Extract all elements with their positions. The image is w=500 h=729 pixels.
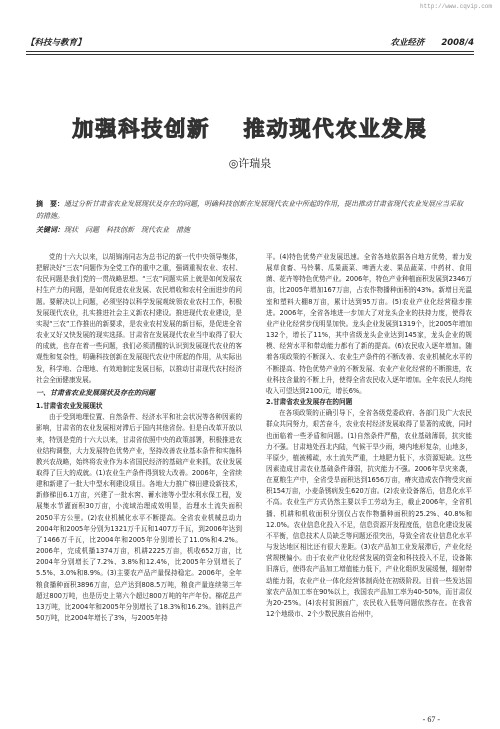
- abstract: [36, 198, 464, 222]
- section-label: 【科技与教育】: [26, 38, 86, 48]
- keywords-text: 现状 问题 科技创新 现代农业 措施: [64, 226, 190, 234]
- running-header: [26, 36, 474, 50]
- issue-number: 2008/4: [441, 38, 474, 48]
- title-part-1: 加强科技创新: [72, 117, 211, 141]
- journal-info: [376, 36, 474, 48]
- title-part-2: 推动现代农业发展: [243, 117, 428, 141]
- abstract-text: 通过分析甘肃省农业发展现状及存在的问题，明确科技创新在发展现代农业中所起的作用，提出推动甘肃省现代农业发展应当采取的措施。: [36, 200, 463, 220]
- status-continued-paragraph: 平。(4)特色优势产业发展迅速。全省各地依据各自地方优势，着力发展草食畜、马铃薯、瓜果蔬菜、啤酒大麦、果品蔬菜、中药材、食用菌、花卉等特色优势产业。2006年，特色产业种植面积发展到2346万亩，比2005年增加167万亩，占农作物播种面积的43%。新增日光温室和塑料大棚8万亩，累计达到95万亩。(5)农业产业化经营稳步推进。2006年，全省各地进一步加大了对龙头企业的扶持力度，使得农业产业化经营步伐明显加快。龙头企业发展到1319个，比2005年增加132个，增长了11%，其中省级龙头企业达到145家，龙头企业的规模、经营水平和带动能力都有了新的提高。(6)农民收入逐年增加。随着各项政策的不断深入、农业生产条件的不断改善、农业机械化水平的不断提高、特色优势产业的不断发展、农业产业化经营的不断推进，农业科技含量的不断上升，使得全省农民收入逐年增加。全年农民人均纯收入可望达到2100元，增长6%。: [266, 253, 472, 395]
- abstract-label: 摘 要：: [36, 200, 64, 208]
- page-number: - 67 -: [422, 715, 440, 724]
- right-column: [266, 252, 472, 620]
- keywords-label: 关键词：: [36, 226, 64, 234]
- section-heading-1: 一、甘肃省农业发展现状及存在的问题: [36, 388, 155, 397]
- header-rule: [26, 51, 474, 52]
- problems-paragraph: 在各项政策的正确引导下，全省各级党委政府、各部门及广大农民群众共同努力，艰苦奋斗，农业农村经济发展取得了显著的成就，同时也面临着一些矛盾和问题。(1)自然条件严酷，农业基础薄弱，抗灾能力不强。甘肃地处西北内陆，气候干旱少雨，境内地形复杂，山地多，平原少，植被稀疏，水土流失严重，土地肥力低下，水资源短缺。这些因素造成甘肃农业基础条件薄弱，抗灾能力不强。2006年旱灾来袭，在夏粮生产中，全省受旱面积达到1656万亩，瘠灾造成农作物受灾面积154万亩，小麦条锈病发生620万亩。(2)农业设备落后，信息化水平不高。农业生产方式仍然主要以手工劳动为主，截止2006年，全省机播、机耕和机收面积分别仅占农作物播种面积的25.2%、40.8%和12.0%。农业信息化投入不足，信息资源开发程度低，信息化建设发展不平衡，信息技术人员缺乏等问题还很突出，导致全省农业信息化水平与发达地区相比还有很大差距。(3)农产品加工业发展滞后，产业化经营规模偏小。由于农业产业化经营发展的资金和科技投入不足，设备陈旧落后，使得农产品加工增值能力低下，产业化组织发展缓慢，辐射带动能力弱，农业产业一体化经营体制尚处在初级阶段。目前一些发达国家农产品加工率在90%以上，我国农产品加工率为40-50%，而甘肃仅为20-25%。(4)农村贫困面广，农民收入低等问题依然存在。在我省12个地级市、2个少数民族自治州中，: [266, 409, 472, 618]
- article-title: [0, 113, 500, 143]
- status-paragraph: 由于受到地理位置、自然条件、经济水平和社会状况等各种因素的影响，甘肃省的农业发展相对滞后于国内其他省份。但是自改革开放以来，特别是党的十六大以来，甘肃省依照中央的政策部署，积极推进农业结构调整，大力发展特色优势产业，坚持改善农业基本条件和实施科教兴农战略，始终将农业作为本省国民经济的基础产业来抓，农业发展取得了巨大的成就。(1)农业生产条件得到较大改善。2006年，全省续建和新建了一批大中型水利建设项目。各地大力推广梯田建设新技术，新修梯田6.1万亩，兴建了一批水窖、蓄水池等小型水利水保工程，发展集水节灌面积30万亩，小流域治理成效明显，治理水土流失面积2050平方公里。(2)农业机械化水平不断提高。全省农业机械总动力2004年和2005年分别为1321万千瓦和1407万千瓦，到2006年达到了1466万千瓦，比2004年和2005年分别增长了11.0%和4.2%。2006年，完成机播1374万亩，机耕2225万亩，机收652万亩，比2004年分别增长了7.2%、3.8%和12.4%，比2005年分别增长了5.5%、3.0%和8.9%。(3)主要农产品产量保持稳定。2006年，全年粮食播种面积3896万亩，总产达到808.5万吨，粮食产量连续第三年超过800万吨，也是历史上第六个超过800万吨的年产年份。棉花总产13万吨，比2004年和2005年分别增长了18.3%和16.2%。油料总产50万吨，比2004年增长了3%，与2005年持: [36, 413, 242, 622]
- subsection-heading-1: 1.甘肃省农业发展现状: [36, 402, 103, 411]
- subsection-heading-2: 2.甘肃省农业发展存在的问题: [266, 398, 353, 407]
- header-rule-thin: [26, 54, 474, 55]
- intro-paragraph: 党的十六大以来，以胡锦涛同志为总书记的新一代中央领导集体，把解决好“三农”问题作为全党工作的重中之重，强调重视农业、农村、农民问题是我们党的一贯战略思想。“三农”问题实质上就是如何发展农村生产力的问题，是如何促进农业发展、农民增收和农村全面进步的问题。要解决以上问题，必须坚持以科学发展观统领农业农村工作，积极发展现代农业，扎实推进社会主义新农村建设。推进现代农业建设，是实现“三农”工作推出的新要求，是农业农村发展的新目标，是促进全省农业又好又快发展的现实选择。甘肃省在发展现代农业当中取得了很大的成就，也存在着一些问题，我们必须清醒的认识到发展现代农业的客观性和复杂性，明确科技创新在发展现代农业中所起的作用，从实际出发，科学地、合理地、有效地制定发展目标，以推动甘肃现代农村经济社会全面健康发展。: [36, 253, 242, 384]
- author: ◎许瑞泉: [228, 157, 272, 170]
- left-column: [36, 252, 242, 624]
- journal-name: 农业经济: [390, 38, 425, 48]
- watermark: http://www.cqvip.com: [419, 3, 492, 10]
- keywords: [36, 225, 464, 235]
